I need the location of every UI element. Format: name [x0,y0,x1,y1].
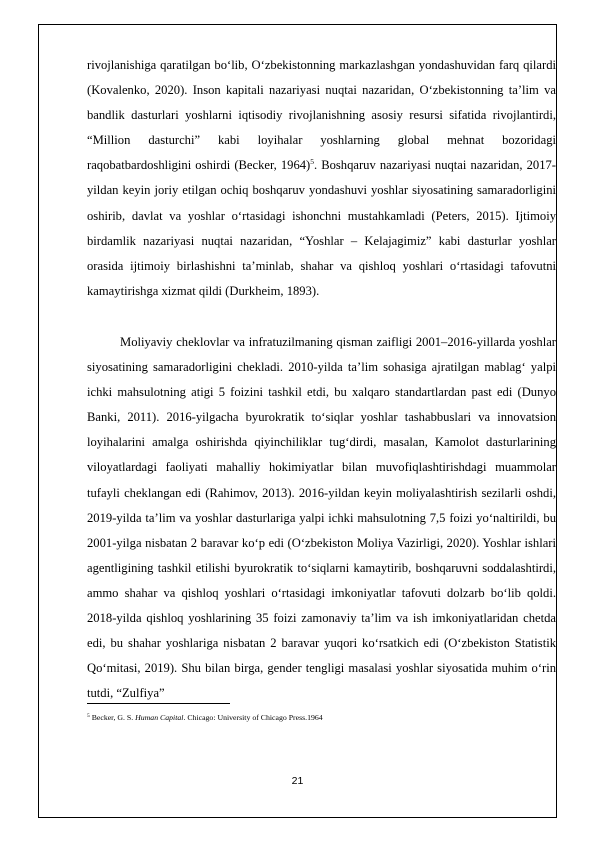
page-number: 21 [291,775,304,787]
paragraph-1-text-b: . Boshqaruv nazariyasi nuqtai nazaridan, 2017-yildan keyin joriy etilgan ochiq boshqaruv yondashuvi yoshlar siyosatining samaradorligini oshirib, davlat va yoshlar o‘rtasidagi ishonchni mustahkamladi (Peters, 2015). Ijtimoiy birdamlik nazariyasi nuqtai nazaridan, “Yoshlar – Kelajagimiz” kabi dasturlar yoshlar orasida ijtimoiy birlashishni ta’minlab, shahar va qishloq yoshlari o‘rtasidagi tafovutni kamaytirishga xizmat qildi (Durkheim, 1893). [87,158,556,298]
footnote-separator [87,703,230,704]
footnote-reference[interactable]: 5 [310,157,314,167]
footnote-author: Becker, G. S. [89,713,136,722]
paragraph-1-text-a: rivojlanishiga qaratilgan bo‘lib, O‘zbekistonning markazlashgan yondashuvidan farq qilardi (Kovalenko, 2020). Inson kapitali nazariyasi nuqtai nazaridan, O‘zbekistonning ta’lim va bandlik dasturlari yoshlarni iqtisodiy rivojlanishning asosiy resursi sifatida rivojlantirdi, “Million dasturchi” kabi loyihalar yoshlarning global mehnat bozoridagi raqobatbardoshligini oshirdi (Becker, 1964) [87,58,556,173]
body-paragraph-2: Moliyaviy cheklovlar va infratuzilmaning qisman zaifligi 2001–2016-yillarda yoshlar siyosatining samaradorligini chekladi. 2010-yilda ta’lim sohasiga ajratilgan mablag‘ yalpi ichki mahsulotning atigi 5 foizini tashkil etdi, bu xalqaro standartlardan past edi (Dunyo Banki, 2011). 2016-yilgacha byurokratik to‘siqlar yoshlar tashabbuslari va innovatsion loyihalarini amalga oshirishda qiyinchiliklar tug‘dirdi, masalan, Kamolot dasturlarining viloyatlardagi faoliyati mahalliy hokimiyatlar bilan muvofiqlashtirishdagi muammolar tufayli cheklangan edi (Rahimov, 2013). 2016-yildan keyin moliyalashtirish sezilarli oshdi, 2019-yilda ta’lim va yoshlar dasturlariga yalpi ichki mahsulotning 7,5 foizi yo‘naltirildi, bu 2001-yilga nisbatan 2 baravar ko‘p edi (O‘zbekiston Moliya Vazirligi, 2020). Yoshlar ishlari agentligining tashkil etilishi byurokratik to‘siqlarni kamaytirib, boshqaruvni soddalashtirdi, ammo shahar va qishloq yoshlari o‘rtasidagi imkoniyatlar tafovuti dolzarb bo‘lib qoldi. 2018-yilda qishloq yoshlarining 35 foizi zamonaviy ta’lim va ish imkoniyatlaridan chetda edi, bu shahar yoshlariga nisbatan 2 baravar yuqori ko‘rsatkich edi (O‘zbekiston Statistik Qo‘mitasi, 2019). Shu bilan birga, gender tengligi masalasi yoshlar siyosatida muhim o‘rin tutdi, “Zulfiya” [87,335,556,701]
footnote-publisher: . Chicago: University of Chicago Press.1964 [183,713,323,722]
footnote [87,713,556,722]
body-paragraph-1 [87,53,556,304]
footnote-number: 5 [87,713,90,719]
footnote-title: Human Capital [135,713,184,722]
